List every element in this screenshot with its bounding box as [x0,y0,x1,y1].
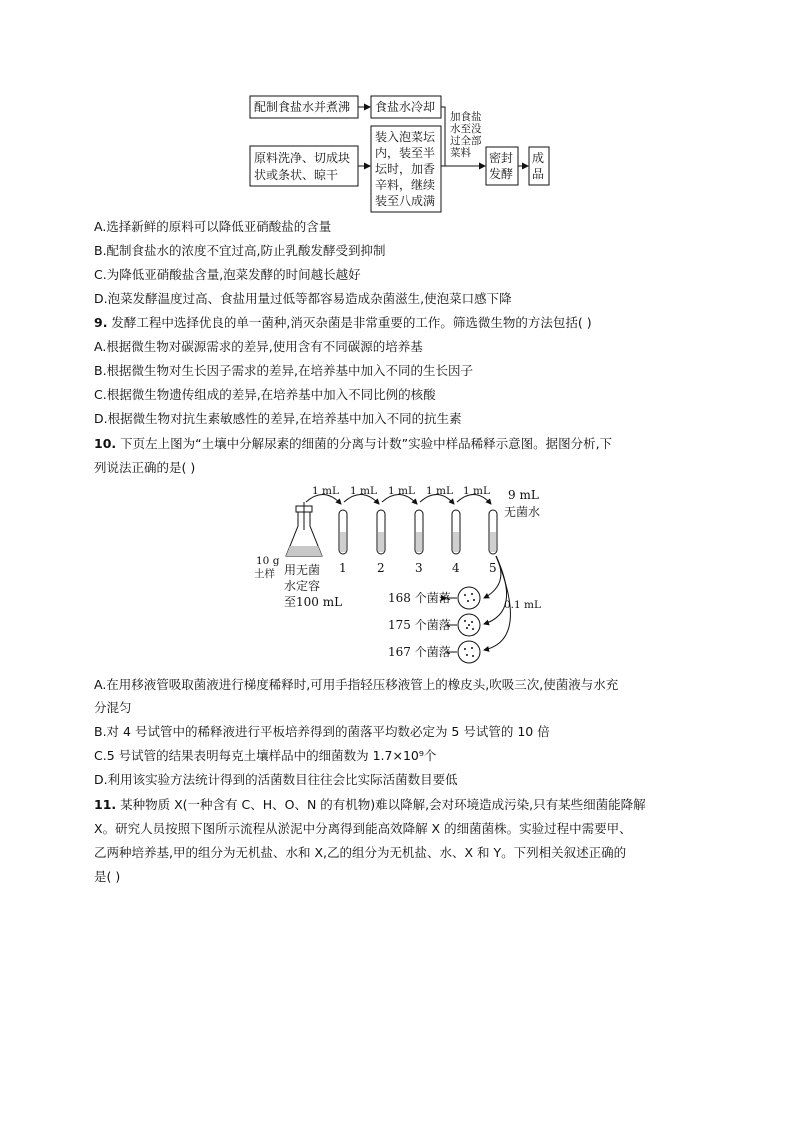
flow-box-jar-line2: 内，装至半 [375,146,436,160]
tube-4 [452,510,460,554]
soil-label-1: 10 g [256,555,280,567]
q10-stem-line1 [94,435,612,453]
transfer-label-4: 1 mL [426,485,453,497]
flow-note-line2: 水至没 [450,123,482,135]
water-label-2: 无菌水 [504,505,541,519]
soil-label-2: 土样 [254,568,275,580]
q11-stem-line2: X。研究人员按照下图所示流程从淤泥中分离得到能高效降解 X 的细菌菌株。实验过程中需要甲、 [94,821,632,836]
q11-line1-text: 某种物质 X(一种含有 C、H、O、N 的有机物)难以降解,会对环境造成污染,只有某些细菌能降解 [116,797,646,812]
q9-stem-text: 发酵工程中选择优良的单一菌种,消灭杂菌是非常重要的工作。筛选微生物的方法包括( ) [107,315,592,330]
q8-option-b: B.配制食盐水的浓度不宜过高,防止乳酸发酵受到抑制 [94,243,386,258]
q11-number: 11. [94,797,117,812]
q11-stem-line3: 乙两种培养基,甲的组分为无机盐、水和 X,乙的组分为无机盐、水、X 和 Y。下列相关叙述正确的 [94,845,627,860]
flow-box-jar-line4: 辛料，继续 [375,178,436,192]
plate-count-3: 167 个菌落 [388,645,451,659]
q10-option-b: B.对 4 号试管中的稀释液进行平板培养得到的菌落平均数必定为 5 号试管的 10 倍 [94,724,550,739]
transfer-label-1: 1 mL [312,485,339,497]
flow-box-materials-line2: 状或条状、晾干 [254,168,339,182]
plate-count-2: 175 个菌落 [388,618,451,632]
q9-number: 9. [94,315,108,330]
q10-stem-line2: 列说法正确的是( ) [94,460,196,475]
flow-box-seal-line1: 密封 [489,151,514,165]
q10-option-d: D.利用该实验方法统计得到的活菌数目往往会比实际活菌数目要低 [94,772,458,787]
flow-box-materials-line1: 原料洗净、切成块 [254,151,351,165]
transfer-label-3: 1 mL [388,485,415,497]
plate-volume-label: 0.1 mL [504,599,541,611]
flow-box-product-line2: 品 [532,167,545,181]
q10-stem-text: 下页左上图为“土壤中分解尿素的细菌的分离与计数”实验中样品稀释示意图。据图分析,下 [116,436,613,451]
flow-box-jar-line3: 坛时，加香 [375,162,436,176]
tube-5 [489,510,497,554]
q10-option-a-line1: A.在用移液管吸取菌液进行梯度稀释时,可用手指轻压移液管上的橡皮头,吹吸三次,使菌液与水充 [94,677,619,692]
plate-1 [458,587,480,609]
tube-number-1: 1 [339,561,347,575]
q8-option-a: A.选择新鲜的原料可以降低亚硝酸盐的含量 [94,219,332,234]
q10-number: 10. [94,436,117,451]
flow-box-brine-text: 配制食盐水并煮沸 [254,100,351,114]
flask-label-1: 用无菌 [284,563,321,577]
tube-number-4: 4 [452,561,460,575]
flow-box-jar-line1: 装入泡菜坛 [375,130,436,144]
water-label: 9 mL [508,488,539,502]
flask-label-2: 水定容 [284,579,321,593]
tube-number-5: 5 [489,561,497,575]
flask-label-3: 至100 mL [284,595,343,609]
flow-box-product-line1: 成 [532,151,545,165]
tube-3 [415,510,423,554]
q11-stem-line1 [94,796,646,814]
transfer-label-5: 1 mL [463,485,490,497]
q9-stem [94,314,592,332]
transfer-label-2: 1 mL [350,485,377,497]
flow-box-seal-line2: 发酵 [489,167,514,181]
q8-option-d: D.泡菜发酵温度过高、食盐用量过低等都容易造成杂菌滋生,使泡菜口感下降 [94,291,512,306]
tube-number-2: 2 [377,561,385,575]
plate-3 [458,641,480,663]
tube-1 [339,510,347,554]
flow-box-cool-text: 食盐水冷却 [375,100,436,114]
flow-box-jar-line5: 装至八成满 [375,194,436,208]
flow-note-line3: 过全部 [450,135,482,147]
plate-count-1: 168 个菌落 [388,591,451,605]
q9-option-d: D.根据微生物对抗生素敏感性的差异,在培养基中加入不同的抗生素 [94,411,462,426]
q10-option-c: C.5 号试管的结果表明每克土壤样品中的细菌数为 1.7×10⁹个 [94,748,437,763]
tube-2 [377,510,385,554]
q9-option-c: C.根据微生物遗传组成的差异,在培养基中加入不同比例的核酸 [94,387,436,402]
dilution-diagram [246,480,556,670]
pickle-flow-diagram [240,92,560,214]
flow-note-line1: 加食盐 [450,111,482,123]
q9-option-a: A.根据微生物对碳源需求的差异,使用含有不同碳源的培养基 [94,339,423,354]
plate-2 [458,614,480,636]
tube-number-3: 3 [415,561,423,575]
flow-note-line4: 菜料 [450,147,471,159]
q11-stem-line4: 是( ) [94,869,121,884]
q8-option-c: C.为降低亚硝酸盐含量,泡菜发酵的时间越长越好 [94,267,361,282]
q9-option-b: B.根据微生物对生长因子需求的差异,在培养基中加入不同的生长因子 [94,363,474,378]
q10-option-a-line2: 分混匀 [94,700,132,715]
